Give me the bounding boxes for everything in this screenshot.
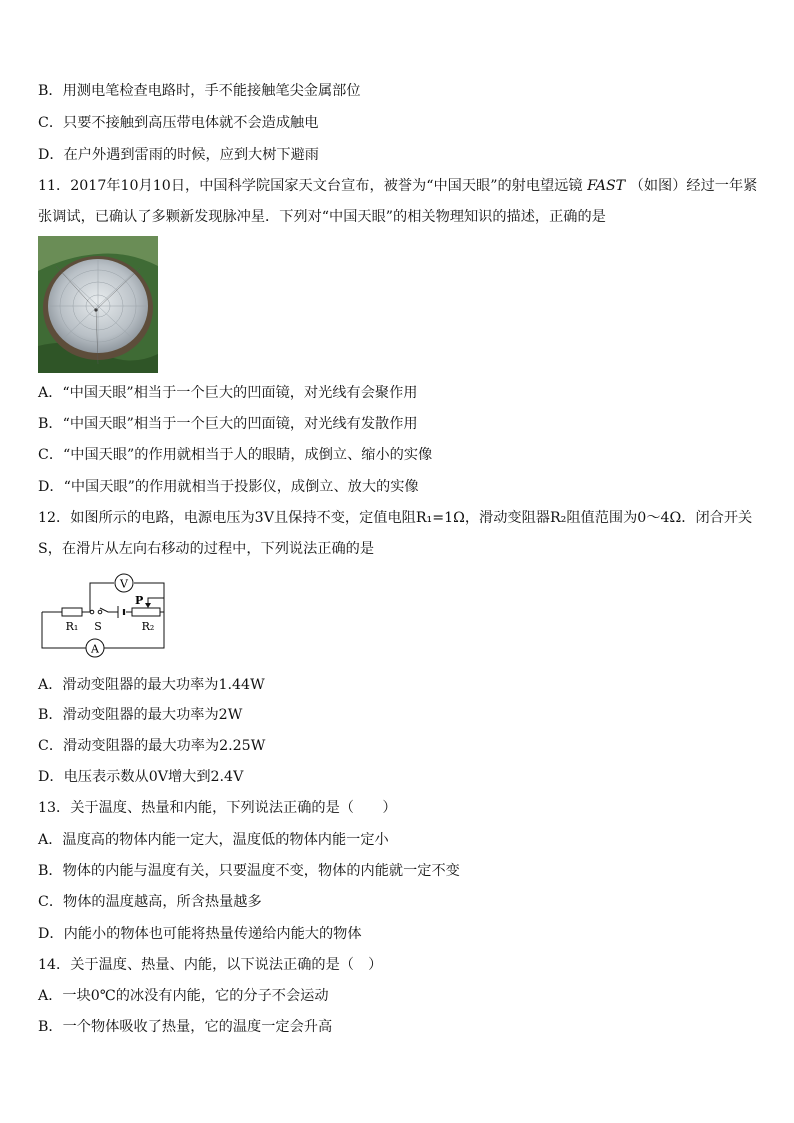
q11-stem-line2: 张调试，已确认了多颗新发现脉冲星．下列对“中国天眼”的相关物理知识的描述，正确的是 bbox=[38, 209, 606, 225]
q13-option-d: D．内能小的物体也可能将热量传递给内能大的物体 bbox=[38, 926, 362, 942]
q11-option-b: B．“中国天眼”相当于一个巨大的凹面镜，对光线有发散作用 bbox=[38, 416, 418, 432]
q12-option-d: D．电压表示数从0V增大到2.4V bbox=[38, 769, 244, 785]
q11-option-c: C．“中国天眼”的作用就相当于人的眼睛，成倒立、缩小的实像 bbox=[38, 447, 433, 463]
r2-label: R₂ bbox=[141, 620, 155, 633]
q12-stem-line2: S，在滑片从左向右移动的过程中，下列说法正确的是 bbox=[38, 541, 375, 557]
q13-option-c: C．物体的温度越高，所含热量越多 bbox=[38, 894, 262, 910]
q10-option-d: D．在户外遇到雷雨的时候，应到大树下避雨 bbox=[38, 147, 319, 163]
switch-label: S bbox=[94, 620, 102, 633]
q12-option-c: C．滑动变阻器的最大功率为2.25W bbox=[38, 738, 266, 754]
q11-stem-fast: FAST bbox=[587, 178, 626, 194]
q11-option-d: D．“中国天眼”的作用就相当于投影仪，成倒立、放大的实像 bbox=[38, 479, 419, 495]
q11-option-a: A．“中国天眼”相当于一个巨大的凹面镜，对光线有会聚作用 bbox=[38, 385, 418, 401]
fast-telescope-photo bbox=[38, 236, 158, 373]
q12-option-b: B．滑动变阻器的最大功率为2W bbox=[38, 707, 243, 723]
q13-option-b: B．物体的内能与温度有关，只要温度不变，物体的内能就一定不变 bbox=[38, 863, 460, 879]
circuit-diagram bbox=[38, 570, 170, 662]
q11-stem-line1 bbox=[38, 176, 757, 196]
q12-option-a: A．滑动变阻器的最大功率为1.44W bbox=[38, 677, 265, 693]
q13-stem: 13．关于温度、热量和内能，下列说法正确的是（ ） bbox=[38, 800, 397, 816]
q14-option-b: B．一个物体吸收了热量，它的温度一定会升高 bbox=[38, 1019, 333, 1035]
q14-stem: 14．关于温度、热量、内能，以下说法正确的是（ ） bbox=[38, 957, 383, 973]
q10-option-c: C．只要不接触到高压带电体就不会造成触电 bbox=[38, 115, 319, 131]
q10-option-b: B．用测电笔检查电路时，手不能接触笔尖金属部位 bbox=[38, 83, 361, 99]
q12-stem-line1: 12．如图所示的电路，电源电压为3V且保持不变，定值电阻R₁=1Ω，滑动变阻器R₂阻值范围为0～4Ω．闭合开关 bbox=[38, 510, 753, 526]
slider-label: P bbox=[135, 594, 144, 607]
q11-stem-pre: 11．2017年10月10日，中国科学院国家天文台宣布，被誉为“中国天眼”的射电望远镜 bbox=[38, 178, 583, 194]
q11-stem-post: （如图）经过一年紧 bbox=[629, 178, 758, 194]
q13-option-a: A．温度高的物体内能一定大，温度低的物体内能一定小 bbox=[38, 832, 389, 848]
r1-label: R₁ bbox=[65, 620, 79, 633]
voltmeter-label: V bbox=[120, 577, 128, 591]
q14-option-a: A．一块0℃的冰没有内能，它的分子不会运动 bbox=[38, 988, 329, 1004]
ammeter-label: A bbox=[91, 642, 99, 656]
